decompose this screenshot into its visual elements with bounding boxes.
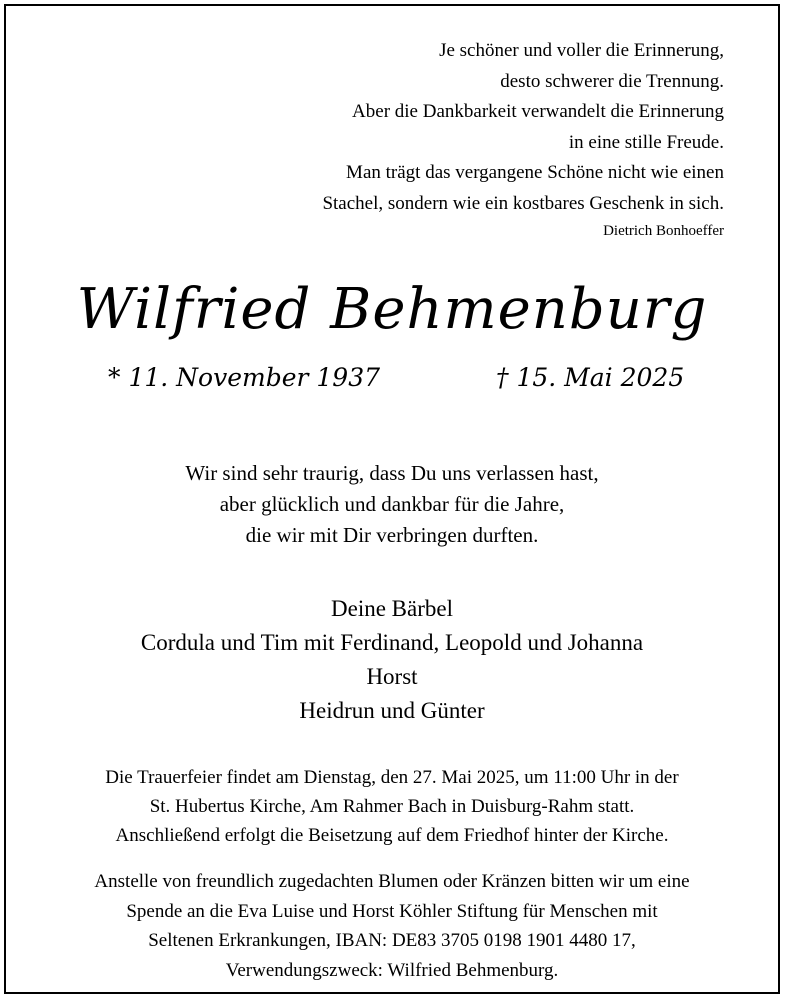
ceremony-line: Die Trauerfeier findet am Dienstag, den 27. Mai 2025, um 11:00 Uhr in der xyxy=(105,767,679,788)
death-date: † 15. Mai 2025 xyxy=(496,363,685,392)
family-line: Cordula und Tim mit Ferdinand, Leopold und Johanna xyxy=(140,630,644,655)
funeral-details xyxy=(6,763,778,850)
quote-line: Stachel, sondern wie ein kostbares Geschenk in sich. xyxy=(322,192,724,214)
donation-request xyxy=(6,867,778,985)
quote-line: Man trägt das vergangene Schöne nicht wie einen xyxy=(346,162,724,184)
obituary-frame xyxy=(4,4,780,994)
message-line: die wir mit Dir verbringen durften. xyxy=(245,523,539,547)
ceremony-line: Anschließend erfolgt die Beisetzung auf dem Friedhof hinter der Kirche. xyxy=(115,825,669,846)
family-line: Deine Bärbel xyxy=(331,596,453,621)
donation-line: Anstelle von freundlich zugedachten Blumen oder Kränzen bitten wir um eine xyxy=(94,871,690,892)
ceremony-line: St. Hubertus Kirche, Am Rahmer Bach in Duisburg-Rahm statt. xyxy=(149,796,635,817)
quote-line: Je schöner und voller die Erinnerung, xyxy=(439,40,724,61)
mourning-message xyxy=(6,458,778,551)
donation-line: Seltenen Erkrankungen, IBAN: DE83 3705 0198 1901 4480 17, xyxy=(148,930,636,951)
quote-line: desto schwerer die Trennung. xyxy=(500,70,724,92)
deceased-name: Wilfried Behmenburg xyxy=(76,277,708,342)
donation-line: Spende an die Eva Luise und Horst Köhler Stiftung für Menschen mit xyxy=(126,900,658,922)
family-line: Heidrun und Günter xyxy=(299,698,485,723)
message-line: Wir sind sehr traurig, dass Du uns verlassen hast, xyxy=(185,461,599,485)
family-line: Horst xyxy=(366,664,418,689)
bonhoeffer-quote xyxy=(322,36,724,240)
message-line: aber glücklich und dankbar für die Jahre, xyxy=(219,492,565,516)
birth-date: * 11. November 1937 xyxy=(108,363,381,392)
donation-line: Verwendungszweck: Wilfried Behmenburg. xyxy=(225,959,559,981)
quote-author: Dietrich Bonhoeffer xyxy=(603,222,724,239)
quote-line: Aber die Dankbarkeit verwandelt die Erinnerung xyxy=(352,101,724,123)
family-signatures xyxy=(6,592,778,728)
quote-line: in eine stille Freude. xyxy=(568,131,724,153)
